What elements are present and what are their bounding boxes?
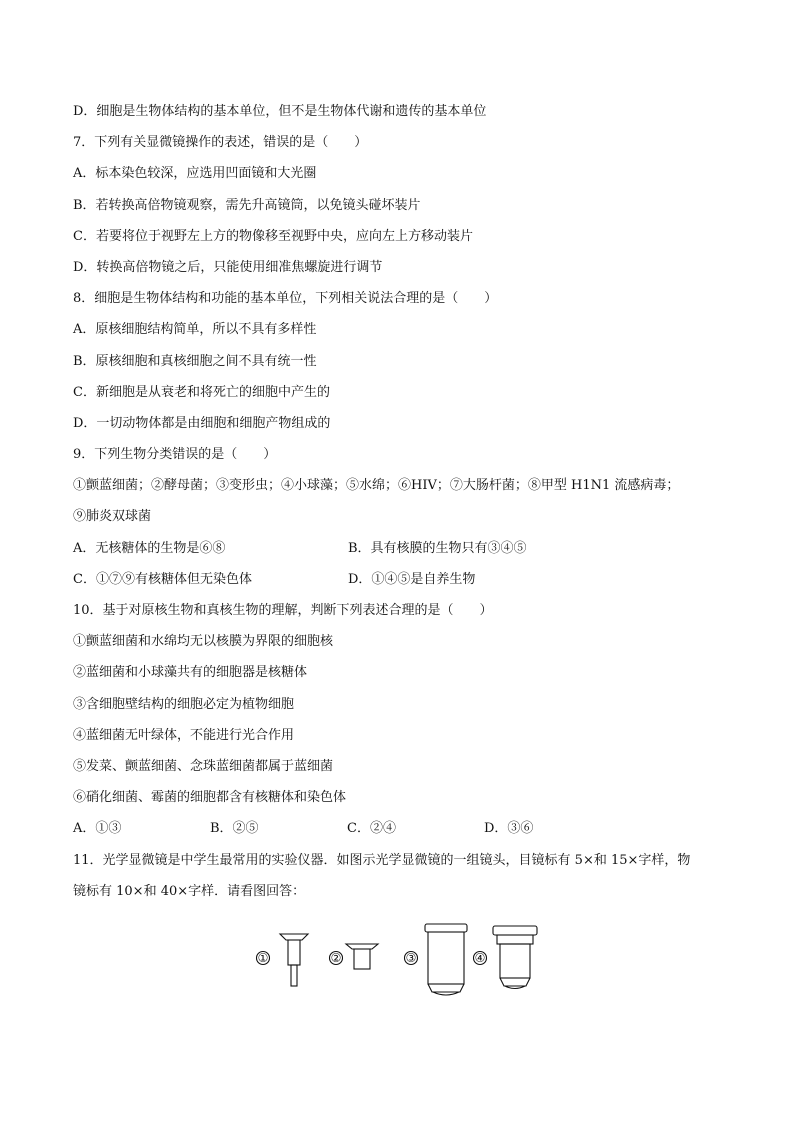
question-text-block [73, 101, 733, 912]
question-9-option-a: A．无核糖体的生物是⑥⑧ [73, 540, 226, 556]
question-8-option-b: B．原核细胞和真核细胞之间不具有统一性 [73, 353, 317, 369]
lens-label-1 [257, 951, 270, 965]
lens-label-3 [405, 951, 418, 965]
question-10-option-d: D．③⑥ [484, 821, 534, 837]
question-9-stem: 9．下列生物分类错误的是（ ） [73, 447, 277, 463]
question-10-option-a: A．①③ [73, 821, 122, 837]
question-10-option-c: C．②④ [347, 821, 396, 837]
question-9-option-c: C．①⑦⑨有核糖体但无染色体 [73, 571, 252, 587]
svg-text:②: ② [330, 951, 342, 965]
question-11-stem: 11．光学显微镜是中学生最常用的实验仪器．如图示光学显微镜的一组镜头，目镜标有 5×和 15×字样，物 [73, 852, 691, 868]
question-9-option-d: D．①④⑤是自养生物 [348, 571, 476, 587]
svg-text:④: ④ [474, 951, 486, 965]
lens-label-2 [330, 951, 343, 965]
question-9-option-b: B．具有核膜的生物只有③④⑤ [348, 540, 527, 556]
question-8-option-a: A．原核细胞结构简单，所以不具有多样性 [73, 322, 317, 338]
eyepiece-short-icon [346, 944, 378, 969]
question-7-option-c: C．若要将位于视野左上方的物像移至视野中央，应向左上方移动装片 [73, 228, 473, 244]
question-10-option-b: B．②⑤ [210, 821, 259, 837]
eyepiece-long-icon [280, 934, 308, 986]
objective-long-icon [425, 924, 467, 995]
lens-diagram [250, 918, 550, 998]
question-8-stem: 8．细胞是生物体结构和功能的基本单位，下列相关说法合理的是（ ） [73, 291, 498, 307]
question-9-options-row-1 [73, 538, 733, 569]
svg-text:①: ① [257, 951, 269, 965]
question-10-statement-1: ①颤蓝细菌和水绵均无以核膜为界限的细胞核 [73, 634, 334, 650]
question-8-option-c: C．新细胞是从衰老和将死亡的细胞中产生的 [73, 384, 330, 400]
question-11-stem-cont: 镜标有 10×和 40×字样．请看图回答： [73, 883, 306, 899]
question-7-option-b: B．若转换高倍物镜观察，需先升高镜筒，以免镜头碰坏装片 [73, 197, 421, 213]
question-9-organism-list-cont: ⑨肺炎双球菌 [73, 509, 152, 525]
question-10-statement-3: ③含细胞壁结构的细胞必定为植物细胞 [73, 696, 295, 712]
question-10-statement-4: ④蓝细菌无叶绿体，不能进行光合作用 [73, 727, 295, 743]
objective-short-icon [493, 926, 537, 989]
question-9-organism-list: ①颤蓝细菌；②酵母菌；③变形虫；④小球藻；⑤水绵；⑥HIV；⑦大肠杆菌；⑧甲型 H1N1 流感病毒； [73, 478, 680, 494]
question-7-option-a: A．标本染色较深，应选用凹面镜和大光圈 [73, 166, 317, 182]
question-10-statement-2: ②蓝细菌和小球藻共有的细胞器是核糖体 [73, 665, 308, 681]
question-8-option-d: D．一切动物体都是由细胞和细胞产物组成的 [73, 415, 331, 431]
svg-text:③: ③ [405, 951, 417, 965]
microscope-lens-figure [250, 918, 550, 998]
question-7-option-d: D．转换高倍物镜之后，只能使用细准焦螺旋进行调节 [73, 259, 383, 275]
lens-label-4 [474, 951, 487, 965]
question-7-stem: 7．下列有关显微镜操作的表述，错误的是（ ） [73, 135, 368, 151]
question-10-statement-5: ⑤发菜、颤蓝细菌、念珠蓝细菌都属于蓝细菌 [73, 758, 334, 774]
question-9-options-row-2 [73, 569, 733, 600]
question-10-statement-6: ⑥硝化细菌、霉菌的细胞都含有核糖体和染色体 [73, 790, 347, 806]
question-10-options-row [73, 818, 733, 849]
question-10-stem: 10．基于对原核生物和真核生物的理解，判断下列表述合理的是（ ） [73, 603, 493, 618]
text-line: D．细胞是生物体结构的基本单位，但不是生物体代谢和遗传的基本单位 [73, 104, 487, 119]
